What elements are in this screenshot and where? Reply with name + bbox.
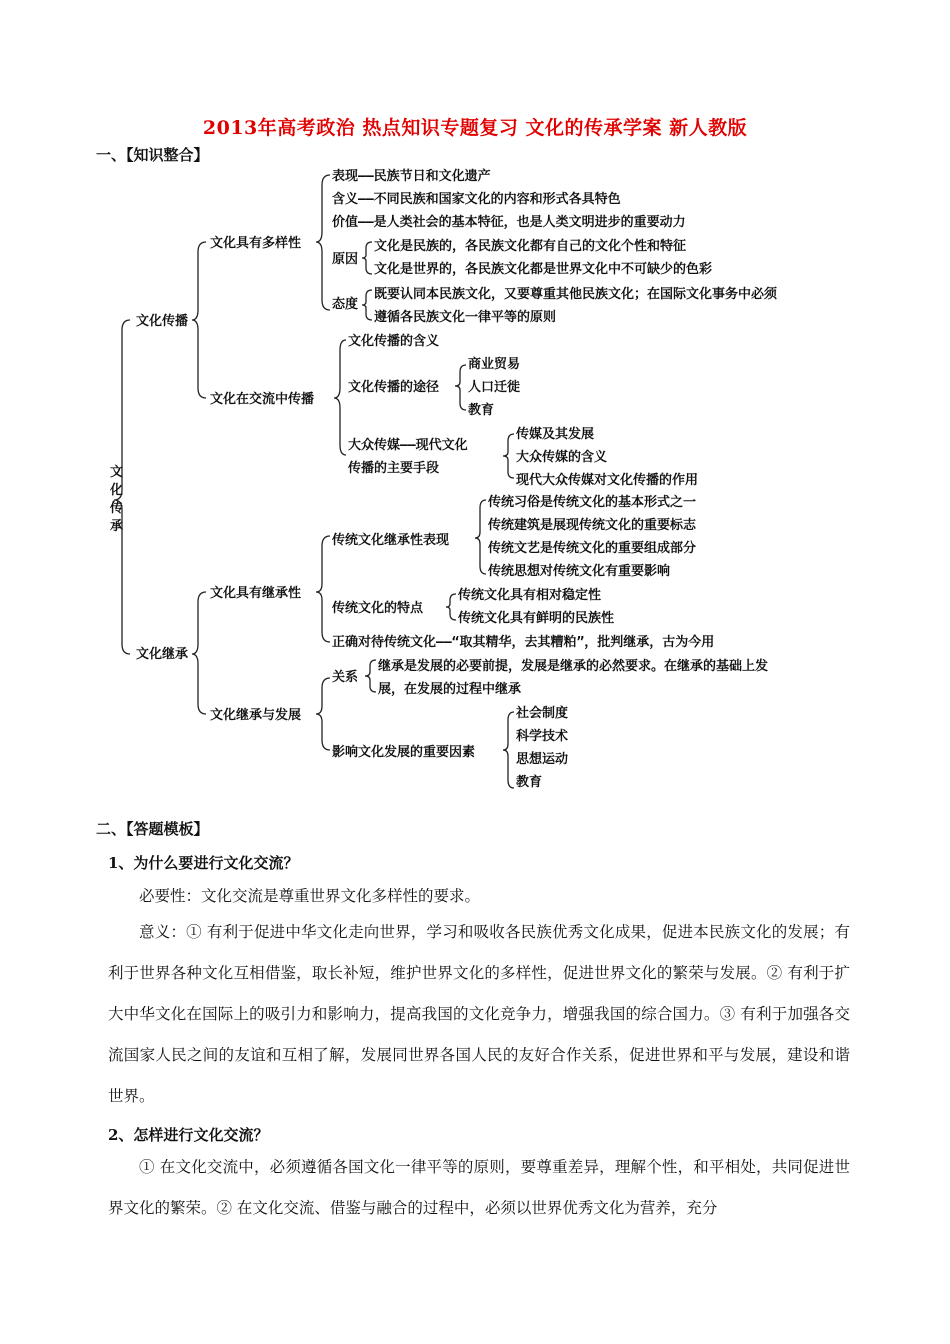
diversity-jiazhi: 价值——是人类社会的基本特征，也是人类文明进步的重要动力 [332,215,686,230]
spread-tujing-1: 商业贸易 [468,357,521,372]
develop-yinsu-1: 社会制度 [516,706,569,721]
mindmap-l1-spread: 文化传播 [136,314,189,329]
mindmap-l2-develop: 文化继承与发展 [210,708,302,723]
question-1-heading: 1、为什么要进行文化交流？ [108,854,299,872]
develop-yinsu-4: 教育 [516,775,543,790]
inherit-biaoxian-1: 传统习俗是传统文化的基本形式之一 [488,495,697,510]
spread-media-label-2: 传播的主要手段 [348,461,440,476]
spread-hanyi: 文化传播的含义 [348,334,440,349]
develop-yinsu-label: 影响文化发展的重要因素 [332,745,476,760]
inherit-tedian-2: 传统文化具有鲜明的民族性 [458,611,615,626]
mindmap-root-char-3: 传 [110,501,124,516]
mindmap-l2-spread: 文化在交流中传播 [210,392,315,407]
mindmap-root-char-1: 文 [110,465,124,480]
diversity-yuanyin-2: 文化是世界的，各民族文化都是世界文化中不可缺少的色彩 [374,262,713,277]
inherit-biaoxian-4: 传统思想对传统文化有重要影响 [488,564,671,579]
spread-tujing-2: 人口迁徙 [468,380,521,395]
inherit-biaoxian-2: 传统建筑是展现传统文化的重要标志 [488,518,697,533]
mindmap-l2-inheritance: 文化具有继承性 [210,586,302,601]
spread-media-1: 传媒及其发展 [516,427,595,442]
develop-guanxi-label: 关系 [332,670,359,685]
diversity-yuanyin-label: 原因 [332,252,359,267]
spread-media-2: 大众传媒的含义 [516,450,608,465]
inherit-zhengque: 正确对待传统文化——“取其精华，去其糟粕”，批判继承，古为今用 [332,635,715,650]
diversity-hanyi: 含义——不同民族和国家文化的内容和形式各具特色 [332,192,621,207]
mindmap-l1-inherit: 文化继承 [136,647,189,662]
knowledge-mindmap [100,160,850,800]
question-2-answer: ① 在文化交流中，必须遵循各国文化一律平等的原则，要尊重差异，理解个性，和平相处，共同促进世界文化的繁荣。② 在文化交流、借鉴与融合的过程中，必须以世界优秀文化为营养，充分 [108,1158,850,1217]
section-heading-template: 二、【答题模板】 [96,820,209,838]
diversity-biaoxian: 表现——民族节日和文化遗产 [332,169,491,184]
diversity-yuanyin-1: 文化是民族的，各民族文化都有自己的文化个性和特征 [374,239,687,254]
spread-media-3: 现代大众传媒对文化传播的作用 [516,473,699,488]
section-heading-knowledge: 一、【知识整合】 [96,146,209,164]
mindmap-root-char-4: 承 [110,519,124,534]
develop-guanxi-2: 展，在发展的过程中继承 [378,682,522,697]
develop-yinsu-2: 科学技术 [516,729,569,744]
inherit-biaoxian-label: 传统文化继承性表现 [332,533,450,548]
inherit-tedian-label: 传统文化的特点 [332,601,424,616]
diversity-taidu-label: 态度 [332,297,359,312]
question-1-significance: 意义：① 有利于促进中华文化走向世界，学习和吸收各民族优秀文化成果，促进本民族文化的发展；有利于世界各种文化互相借鉴，取长补短，维护世界文化的多样性，促进世界文化的繁荣与发展。② 有利于扩大中华文化在国际上的吸引力和影响力，提高我国的文化竞争力，增强我国的综合国力。③ 有利于加强各交流国家人民之间的友谊和互相了解，发展同世界各国人民的友好合作关系，促进世界和平与发展，建设和谐世界。 [108,923,850,1105]
inherit-biaoxian-3: 传统文艺是传统文化的重要组成部分 [488,541,697,556]
inherit-tedian-1: 传统文化具有相对稳定性 [458,588,602,603]
question-1-necessity: 必要性：文化交流是尊重世界文化多样性的要求。 [139,887,481,905]
develop-yinsu-3: 思想运动 [516,752,569,767]
spread-tujing-label: 文化传播的途径 [348,380,440,395]
spread-media-label-1: 大众传媒——现代文化 [348,438,468,453]
question-2-heading: 2、怎样进行文化交流？ [108,1126,269,1144]
diversity-taidu-2: 遵循各民族文化一律平等的原则 [374,310,557,325]
diversity-taidu-1: 既要认同本民族文化，又要尊重其他民族文化；在国际文化事务中必须 [374,287,778,302]
document-title: 2013年高考政治 热点知识专题复习 文化的传承学案 新人教版 [202,117,748,139]
mindmap-l2-diversity: 文化具有多样性 [210,236,302,251]
spread-tujing-3: 教育 [468,403,495,418]
develop-guanxi-1: 继承是发展的必要前提，发展是继承的必然要求。在继承的基础上发 [378,659,769,674]
mindmap-root-char-2: 化 [110,483,124,498]
